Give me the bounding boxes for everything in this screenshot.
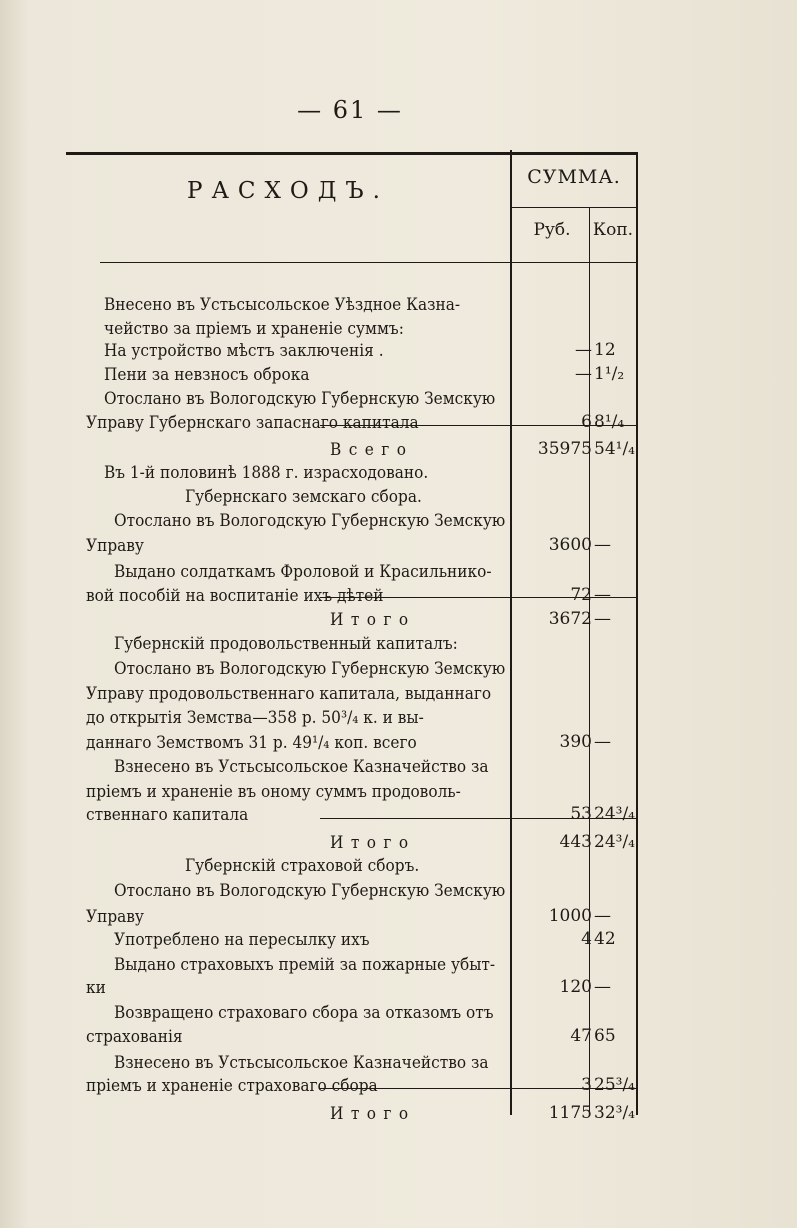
table-row: [0, 508, 797, 533]
sum-header: СУММА.: [527, 166, 621, 188]
row-text: Употреблено на пересылку ихъ: [114, 930, 370, 949]
row-text: ки: [86, 978, 106, 997]
expense-header: РАСХОДЪ.: [186, 178, 389, 204]
row-rubles: 35975: [537, 439, 592, 459]
table-row: [0, 484, 797, 509]
table-row: [0, 410, 797, 435]
row-text: Отослано въ Вологодскую Губернскую Земскую: [114, 881, 506, 900]
row-kopecks: —: [594, 585, 611, 605]
row-kopecks: 25³/₄: [594, 1075, 635, 1095]
row-text: Губернскаго земскаго сбора.: [185, 487, 422, 506]
kop-header: Коп.: [592, 220, 634, 240]
row-text: ственнаго капитала: [86, 805, 249, 824]
row-kopecks: —: [594, 977, 611, 997]
row-text: Итого: [330, 833, 416, 852]
row-text: даннаго Земствомъ 31 р. 49¹/₄ коп. всего: [86, 733, 417, 752]
row-text: Пени за невзносъ оброка: [104, 365, 310, 384]
row-rubles: 47: [570, 1026, 592, 1046]
row-text: Взнесено въ Устьсысольское Казначейство за: [114, 1053, 489, 1072]
row-text: вой пособій на воспитаніе ихъ дѣтей: [86, 586, 384, 605]
table-row: [0, 386, 797, 411]
table-row: [0, 533, 797, 558]
row-kopecks: —: [594, 535, 611, 555]
table-row: [0, 559, 797, 584]
row-kopecks: —: [594, 732, 611, 752]
row-text: На устройство мѣстъ заключенія .: [104, 341, 384, 360]
table-row: [0, 853, 797, 878]
row-text: пріемъ и храненіе въ оному суммъ продоволь-: [86, 782, 461, 801]
row-rubles: 4: [581, 929, 592, 949]
row-rubles: 72: [570, 585, 592, 605]
table-row: [0, 754, 797, 779]
table-row: [0, 338, 797, 363]
table-row: [0, 730, 797, 755]
row-text: Выдано солдаткамъ Фроловой и Красильнико-: [114, 562, 492, 581]
row-kopecks: 1¹/₂: [594, 364, 625, 384]
row-rubles: 390: [559, 732, 592, 752]
table-row: [0, 705, 797, 730]
table-row: [0, 460, 797, 485]
page-number: — 61 —: [297, 96, 403, 124]
table-row: [0, 607, 797, 632]
row-rubles: 3600: [548, 535, 592, 555]
table-row: [0, 830, 797, 855]
table-row: [0, 927, 797, 952]
row-rubles: 1000: [548, 906, 592, 926]
row-text: Выдано страховыхъ премій за пожарные убыт-: [114, 955, 496, 974]
table-row: [0, 878, 797, 903]
row-text: Возвращено страховаго сбора за отказомъ отъ: [114, 1003, 494, 1022]
row-text: Отослано въ Вологодскую Губернскую Земскую: [104, 389, 496, 408]
table-row: [0, 1073, 797, 1098]
row-text: страхованія: [86, 1027, 183, 1046]
row-text: Внесено въ Устьсысольское Уѣздное Казна-: [104, 295, 461, 314]
rub-header: Руб.: [533, 220, 571, 240]
row-text: Итого: [330, 610, 416, 629]
table-row: [0, 1000, 797, 1025]
row-text: Отослано въ Вологодскую Губернскую Земскую: [114, 511, 506, 530]
header-bottom-rule: [100, 262, 637, 263]
row-text: Управу: [86, 907, 144, 926]
table-row: [0, 362, 797, 387]
row-rubles: 120: [559, 977, 592, 997]
table-row: [0, 583, 797, 608]
row-kopecks: 54¹/₄: [594, 439, 635, 459]
table-row: [0, 1050, 797, 1075]
row-rubles: 3: [581, 1075, 592, 1095]
row-kopecks: 65: [594, 1026, 616, 1046]
row-rubles: —: [575, 364, 592, 384]
row-text: Взнесено въ Устьсысольское Казначейство за: [114, 757, 489, 776]
row-kopecks: 32³/₄: [594, 1103, 635, 1123]
table-row: [0, 437, 797, 462]
row-rubles: 53: [570, 804, 592, 824]
row-rubles: —: [575, 340, 592, 360]
row-kopecks: 42: [594, 929, 616, 949]
sum-header-rule: [511, 207, 637, 208]
table-row: [0, 779, 797, 804]
table-row: [0, 952, 797, 977]
row-kopecks: —: [594, 906, 611, 926]
table-row: [0, 656, 797, 681]
row-rubles: 3672: [548, 609, 592, 629]
row-text: Управу Губернскаго запаснаго капитала: [86, 413, 419, 432]
table-row: [0, 904, 797, 929]
row-rubles: 1175: [548, 1103, 592, 1123]
row-text: Губернскій продовольственный капиталъ:: [114, 634, 458, 653]
table-row: [0, 802, 797, 827]
row-text: Управу продовольственнаго капитала, выданнаго: [86, 684, 492, 703]
row-kopecks: 24³/₄: [594, 832, 635, 852]
row-text: Въ 1-й половинѣ 1888 г. израсходовано.: [104, 463, 429, 482]
row-text: чейство за пріемъ и храненіе суммъ:: [104, 319, 404, 338]
row-kopecks: 12: [594, 340, 616, 360]
row-text: Итого: [330, 1104, 416, 1123]
row-text: Губернскій страховой сборъ.: [185, 856, 420, 875]
row-text: до открытія Земства—358 р. 50³/₄ к. и вы-: [86, 708, 424, 727]
table-row: [0, 1024, 797, 1049]
row-kopecks: 24³/₄: [594, 804, 635, 824]
row-text: Всего: [330, 440, 414, 459]
row-rubles: 6: [581, 412, 592, 432]
row-kopecks: 8¹/₄: [594, 412, 625, 432]
table-row: [0, 292, 797, 317]
row-text: пріемъ и храненіе страховаго сбора: [86, 1076, 378, 1095]
table-row: [0, 681, 797, 706]
row-text: Управу: [86, 536, 144, 555]
table-row: [0, 1101, 797, 1126]
table-row: [0, 631, 797, 656]
table-top-rule: [66, 152, 638, 155]
row-kopecks: —: [594, 609, 611, 629]
row-rubles: 443: [559, 832, 592, 852]
row-text: Отослано въ Вологодскую Губернскую Земскую: [114, 659, 506, 678]
table-row: [0, 975, 797, 1000]
